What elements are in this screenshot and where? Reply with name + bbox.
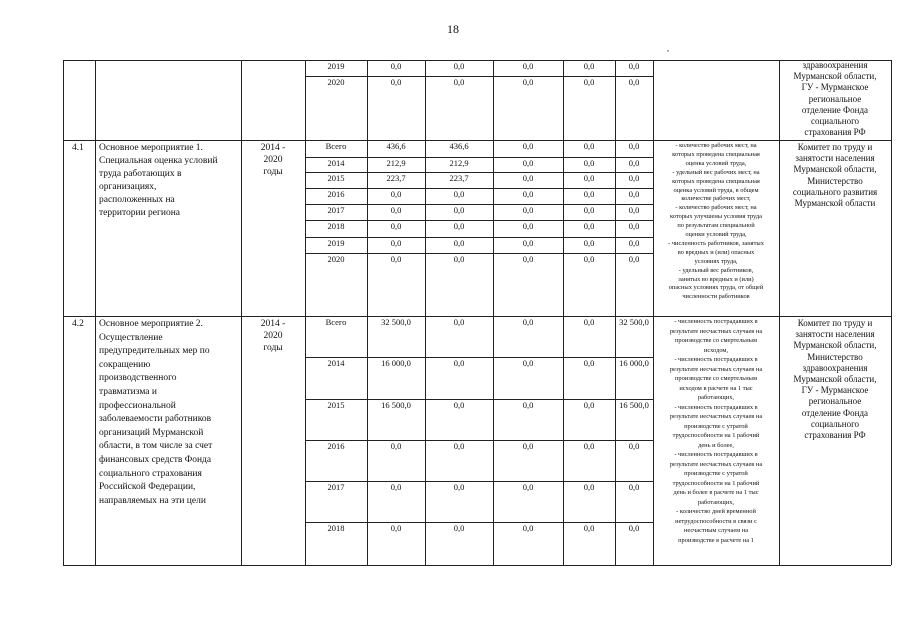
section-4-2-indicator-line: результате несчастных случаев на — [669, 365, 763, 373]
continuation-org-line: региональное — [808, 93, 862, 104]
continuation-org-line: социального — [810, 116, 860, 126]
continuation-value-cell: 0,0 — [583, 77, 595, 87]
section-4-2-org-line: страхования РФ — [804, 430, 866, 440]
section-4-2-indicator-line: трудоспособности на 1 рабочий — [672, 479, 760, 487]
section-4-1-period-line: 2014 - — [260, 143, 286, 153]
section-4-1-value-cell: 0,0 — [628, 158, 640, 168]
section-4-2-indicator-line: работающих, — [697, 498, 734, 506]
section-4-2-indicator-line: производстве с утратой — [684, 470, 748, 477]
section-4-2-indicator-line: - численность пострадавших в — [674, 451, 758, 458]
section-4-2-name-line: заболеваемости работников — [99, 414, 212, 425]
section-4-2-value-cell: 0,0 — [522, 441, 534, 451]
section-4-2-value-cell: 0,0 — [522, 358, 534, 368]
section-4-2-org-line: Мурманской области, — [793, 374, 877, 384]
section-4-1-value-cell: 0,0 — [583, 141, 595, 151]
continuation-value-cell: 0,0 — [453, 61, 465, 71]
continuation-value-cell: 0,0 — [628, 61, 640, 71]
section-4-2-value-cell: 0,0 — [453, 317, 465, 327]
section-4-2-indicator-line: несчастным случаем на — [683, 527, 749, 534]
section-4-2-indicator-line: производстве с утратой — [684, 422, 748, 430]
section-4-2-value-cell: 0,0 — [390, 523, 402, 533]
section-4-2-value-cell: 0,0 — [583, 358, 595, 368]
section-4-1-indicator-line: - удельный вес рабочих мест, на — [672, 168, 760, 176]
section-4-2-value-cell: 0,0 — [453, 482, 465, 492]
section-4-2-value-cell: 16 500,0 — [619, 400, 649, 410]
section-4-2-year-cell: 2018 — [327, 523, 345, 533]
section-4-1-value-cell: 212,9 — [386, 158, 406, 168]
section-4-1-value-cell: 436,6 — [449, 141, 469, 151]
section-4-1-org-line: Министерство — [807, 175, 863, 186]
program-table — [63, 60, 891, 565]
section-4-2-indicator-line: результате несчастных случаев на — [669, 413, 763, 420]
section-4-1-year-cell: 2020 — [327, 254, 345, 264]
section-4-2-name-line: Основное мероприятие 2. — [99, 319, 203, 329]
section-4-2-value-cell: 0,0 — [628, 441, 640, 451]
section-4-1-value-cell: 0,0 — [453, 189, 465, 199]
continuation-value-cell: 0,0 — [583, 61, 595, 71]
section-4-2-value-cell: 16 000,0 — [381, 358, 411, 368]
section-4-1-year-cell: 2017 — [327, 205, 345, 215]
column-border — [425, 60, 426, 565]
section-4-1-value-cell: 0,0 — [453, 254, 465, 264]
section-4-1-value-cell: 0,0 — [583, 205, 595, 215]
section-4-2-year-cell: 2017 — [327, 482, 345, 492]
stray-mark: , — [667, 44, 669, 53]
section-4-1-indicator-line: оценка условий труда, — [685, 159, 747, 167]
section-4-1-org-line: социального развития — [792, 186, 878, 197]
continuation-org-line: Мурманской области, — [793, 71, 877, 82]
column-border — [95, 60, 96, 565]
section-4-2-value-cell: 0,0 — [453, 441, 465, 451]
section-4-2-name-line: предупредительных мер по — [99, 346, 210, 357]
section-4-2-org-line: Мурманской области, — [793, 340, 877, 351]
section-4-1-indicator-line: которых проведена специальная — [672, 150, 760, 158]
section-4-1-name-line: расположенных на — [99, 195, 175, 205]
section-4-1-year-cell: 2015 — [327, 173, 345, 183]
section-4-1-value-cell: 0,0 — [390, 205, 402, 215]
section-4-1-value-cell: 0,0 — [583, 173, 595, 183]
section-4-1-value-cell: 0,0 — [628, 173, 640, 183]
section-4-2-org-line: региональное — [808, 396, 862, 407]
section-4-2-period-line: 2020 — [263, 331, 283, 341]
section-4-2-period-line: годы — [263, 343, 283, 353]
section-4-2-indicator-line: - количество дней временной — [676, 508, 756, 515]
section-4-2-year-cell: 2014 — [327, 358, 345, 368]
section-4-2-value-cell: 0,0 — [390, 441, 402, 451]
section-4-2-value-cell: 0,0 — [583, 523, 595, 533]
section-4-1-year-cell: 2019 — [327, 238, 345, 248]
continuation-value-cell: 0,0 — [390, 61, 402, 71]
section-4-2-org-line: социального — [810, 418, 860, 429]
continuation-org-line: страхования РФ — [804, 127, 866, 138]
section-4-1-value-cell: 0,0 — [583, 158, 595, 168]
column-border — [563, 60, 564, 565]
section-4-2-value-cell: 32 500,0 — [381, 317, 411, 327]
section-4-1-value-cell: 436,6 — [386, 141, 406, 151]
section-4-1-value-cell: 0,0 — [522, 238, 534, 248]
section-4-2-indicator-line: - численность пострадавших в — [674, 356, 758, 363]
section-4-2-value-cell: 0,0 — [453, 358, 465, 368]
section-4-1-value-cell: 0,0 — [628, 221, 640, 231]
section-4-1-indicator-line: численности работников — [682, 293, 750, 301]
column-border — [367, 60, 368, 565]
section-4-1-org-line: занятости населения — [795, 153, 875, 164]
section-4-2-org-line: ГУ - Мурманское — [801, 385, 869, 396]
section-4-1-year-cell: 2014 — [327, 158, 345, 168]
continuation-org-line: ГУ - Мурманское — [801, 82, 869, 93]
section-4-1-indicator-line: - удельный вес работников, — [678, 266, 754, 274]
section-4-1-period-line: 2020 — [263, 155, 283, 165]
section-4-1-value-cell: 212,9 — [449, 158, 469, 168]
section-4-1-value-cell: 0,0 — [522, 173, 534, 183]
section-4-1-indicator-line: - количество рабочих мест, на — [675, 204, 757, 212]
section-4-1-value-cell: 0,0 — [522, 141, 534, 151]
section-4-2-name-line: Осуществление — [99, 332, 163, 343]
continuation-value-cell: 0,0 — [390, 77, 402, 87]
section-4-2-org-line: отделение Фонда — [801, 407, 869, 418]
section-4-1-value-cell: 0,0 — [522, 221, 534, 231]
section-4-2-value-cell: 0,0 — [583, 441, 595, 451]
section-4-2-indicator-line: результате несчастных случаев на — [669, 327, 763, 335]
section-4-1-value-cell: 0,0 — [453, 221, 465, 231]
section-4-2-name-line: производственного — [99, 373, 177, 384]
section-4-1-indicator-line: опасных условиях труда, от общей — [668, 284, 764, 292]
section-4-1-period-line: годы — [263, 167, 283, 177]
section-4-2-indicator-line: день и более в расчете на 1 тыс — [673, 489, 759, 496]
continuation-value-cell: 0,0 — [628, 77, 640, 87]
section-4-1-value-cell: 223,7 — [386, 173, 406, 183]
section-4-2-indicator-line: работающих, — [697, 394, 734, 401]
continuation-org-line: здравоохранения — [802, 60, 868, 70]
section-4-2-name-line: организаций Мурманской — [99, 427, 204, 438]
section-4-2-indicator-line: результате несчастных случаев на — [669, 460, 763, 468]
section-4-2-value-cell: 16 500,0 — [381, 400, 411, 410]
section-4-2-indicator-line: нетрудоспособности в связи с — [675, 517, 757, 525]
section-4-2-name-line: финансовых средств Фонда — [99, 455, 212, 465]
continuation-org-line: отделение Фонда — [801, 104, 869, 115]
section-4-2-org-line: Комитет по труду и — [797, 318, 873, 328]
column-border — [241, 60, 242, 565]
section-4-2-indicator-line: день и более, — [698, 441, 734, 449]
section-4-1-name-line: труда работающих в — [99, 169, 182, 179]
column-border — [891, 60, 892, 565]
section-4-1-name-line: территории региона — [99, 208, 181, 218]
section-4-1-value-cell: 0,0 — [583, 189, 595, 199]
section-4-2-indicator-line: производстве со смертельным — [675, 337, 757, 344]
section-4-1-value-cell: 0,0 — [522, 254, 534, 264]
section-4-1-value-cell: 0,0 — [522, 158, 534, 168]
section-4-1-year-cell: Всего — [325, 141, 347, 151]
section-4-2-value-cell: 0,0 — [390, 482, 402, 492]
section-4-2-name-line: Российской Федерации, — [99, 482, 196, 493]
section-4-2-name-line: области, в том числе за счет — [99, 441, 213, 452]
section-4-2-value-cell: 0,0 — [453, 400, 465, 410]
section-4-1-value-cell: 0,0 — [390, 189, 402, 199]
table-bottom-border — [63, 565, 891, 566]
section-4-2-value-cell: 0,0 — [583, 482, 595, 492]
section-4-2-name-line: направляемых на эти цели — [99, 495, 206, 506]
section-4-2-year-cell: 2015 — [327, 400, 345, 410]
section-4-2-indicator-line: - численность пострадавших в — [674, 318, 758, 325]
section-4-1-number: 4.1 — [72, 143, 84, 153]
column-border — [653, 60, 654, 565]
section-4-2-indicator-line: трудоспособности на 1 рабочий — [672, 432, 760, 439]
section-4-2-year-cell: Всего — [325, 317, 347, 327]
section-4-2-name-line: травматизма и — [99, 387, 157, 397]
section-4-2-indicator-line: исходом, — [703, 346, 729, 354]
section-4-2-indicator-line: - численность пострадавших в — [674, 403, 758, 411]
section-4-2-value-cell: 0,0 — [522, 523, 534, 533]
column-border — [63, 60, 64, 565]
column-border — [779, 60, 780, 565]
section-4-1-value-cell: 0,0 — [628, 238, 640, 248]
section-4-1-value-cell: 0,0 — [390, 221, 402, 231]
section-4-1-indicator-line: - численность работников, занятых — [668, 239, 764, 247]
section-4-1-value-cell: 0,0 — [522, 205, 534, 215]
section-4-1-indicator-line: занятых во вредных и (или) — [678, 275, 754, 283]
section-4-1-indicator-line: условиях труда, — [694, 257, 738, 265]
section-4-2-value-cell: 0,0 — [583, 400, 595, 410]
section-4-1-value-cell: 0,0 — [453, 238, 465, 248]
section-4-2-org-line: Министерство — [807, 351, 863, 362]
section-4-2-value-cell: 0,0 — [453, 523, 465, 533]
section-4-2-number: 4.2 — [72, 319, 84, 329]
page-number: 18 — [447, 22, 459, 36]
continuation-value-cell: 0,0 — [522, 61, 534, 71]
section-4-1-indicator-line: оценка условий труда, в общем — [673, 186, 759, 194]
section-4-2-value-cell: 0,0 — [522, 400, 534, 410]
section-4-1-indicator-line: - количество рабочих мест, на — [675, 142, 757, 149]
section-4-1-indicator-line: оценки условий труда, — [685, 231, 747, 238]
section-4-2-value-cell: 32 500,0 — [619, 317, 649, 327]
section-4-1-year-cell: 2018 — [327, 221, 345, 231]
section-4-2-year-cell: 2016 — [327, 441, 345, 451]
continuation-value-cell: 0,0 — [522, 77, 534, 87]
section-4-1-value-cell: 0,0 — [390, 238, 402, 248]
section-4-1-indicator-line: которых проведена специальная — [672, 177, 760, 185]
section-4-1-value-cell: 0,0 — [390, 254, 402, 264]
section-4-1-value-cell: 0,0 — [522, 189, 534, 199]
section-4-2-value-cell: 0,0 — [628, 482, 640, 492]
section-4-1-name-line: Основное мероприятие 1. — [99, 143, 203, 153]
section-4-1-value-cell: 0,0 — [628, 205, 640, 215]
continuation-value-cell: 0,0 — [453, 77, 465, 87]
section-4-2-value-cell: 0,0 — [522, 317, 534, 327]
column-border — [615, 60, 616, 565]
continuation-year-cell: 2019 — [327, 61, 345, 71]
continuation-year-cell: 2020 — [327, 77, 345, 87]
section-4-2-name-line: профессиональной — [99, 400, 176, 411]
section-4-1-value-cell: 0,0 — [583, 221, 595, 231]
section-4-2-indicator-line: производстве со смертельным — [675, 375, 757, 382]
column-border — [305, 60, 306, 565]
section-4-2-name-line: сокращению — [99, 359, 151, 370]
section-4-1-org-line: Мурманской области — [794, 198, 876, 208]
section-4-2-name-line: социального страхования — [99, 468, 202, 479]
section-4-2-value-cell: 0,0 — [583, 317, 595, 327]
section-4-2-org-line: здравоохранения — [802, 362, 868, 373]
column-border — [493, 60, 494, 565]
section-4-2-value-cell: 0,0 — [628, 523, 640, 533]
section-4-1-name-line: Специальная оценка условий — [99, 156, 218, 166]
section-4-1-value-cell: 0,0 — [628, 189, 640, 199]
section-4-1-value-cell: 0,0 — [628, 141, 640, 151]
section-4-1-year-cell: 2016 — [327, 189, 345, 199]
section-4-2-period-line: 2014 - — [260, 319, 286, 329]
section-4-1-indicator-line: которых улучшены условия труда — [670, 213, 762, 221]
section-4-1-value-cell: 0,0 — [583, 238, 595, 248]
section-4-1-org-line: Комитет по труду и — [797, 142, 873, 152]
section-4-2-indicator-line: исходом в расчете на 1 тыс — [679, 384, 753, 392]
section-4-1-value-cell: 0,0 — [583, 254, 595, 264]
section-4-2-value-cell: 16 000,0 — [619, 358, 649, 368]
section-4-1-name-line: организациях, — [99, 182, 157, 192]
section-4-2-value-cell: 0,0 — [522, 482, 534, 492]
section-4-1-org-line: Мурманской области, — [793, 164, 877, 175]
section-4-1-indicator-line: по результатам специальной — [677, 222, 755, 230]
section-4-1-value-cell: 223,7 — [449, 173, 469, 183]
section-4-2-org-line: занятости населения — [795, 329, 875, 340]
section-4-1-value-cell: 0,0 — [628, 254, 640, 264]
section-4-1-indicator-line: во вредных и (или) опасных — [677, 248, 755, 256]
section-4-2-indicator-line: производстве в расчете на 1 — [678, 536, 754, 544]
section-4-1-value-cell: 0,0 — [453, 205, 465, 215]
section-4-1-indicator-line: количестве рабочих мест, — [681, 195, 751, 203]
